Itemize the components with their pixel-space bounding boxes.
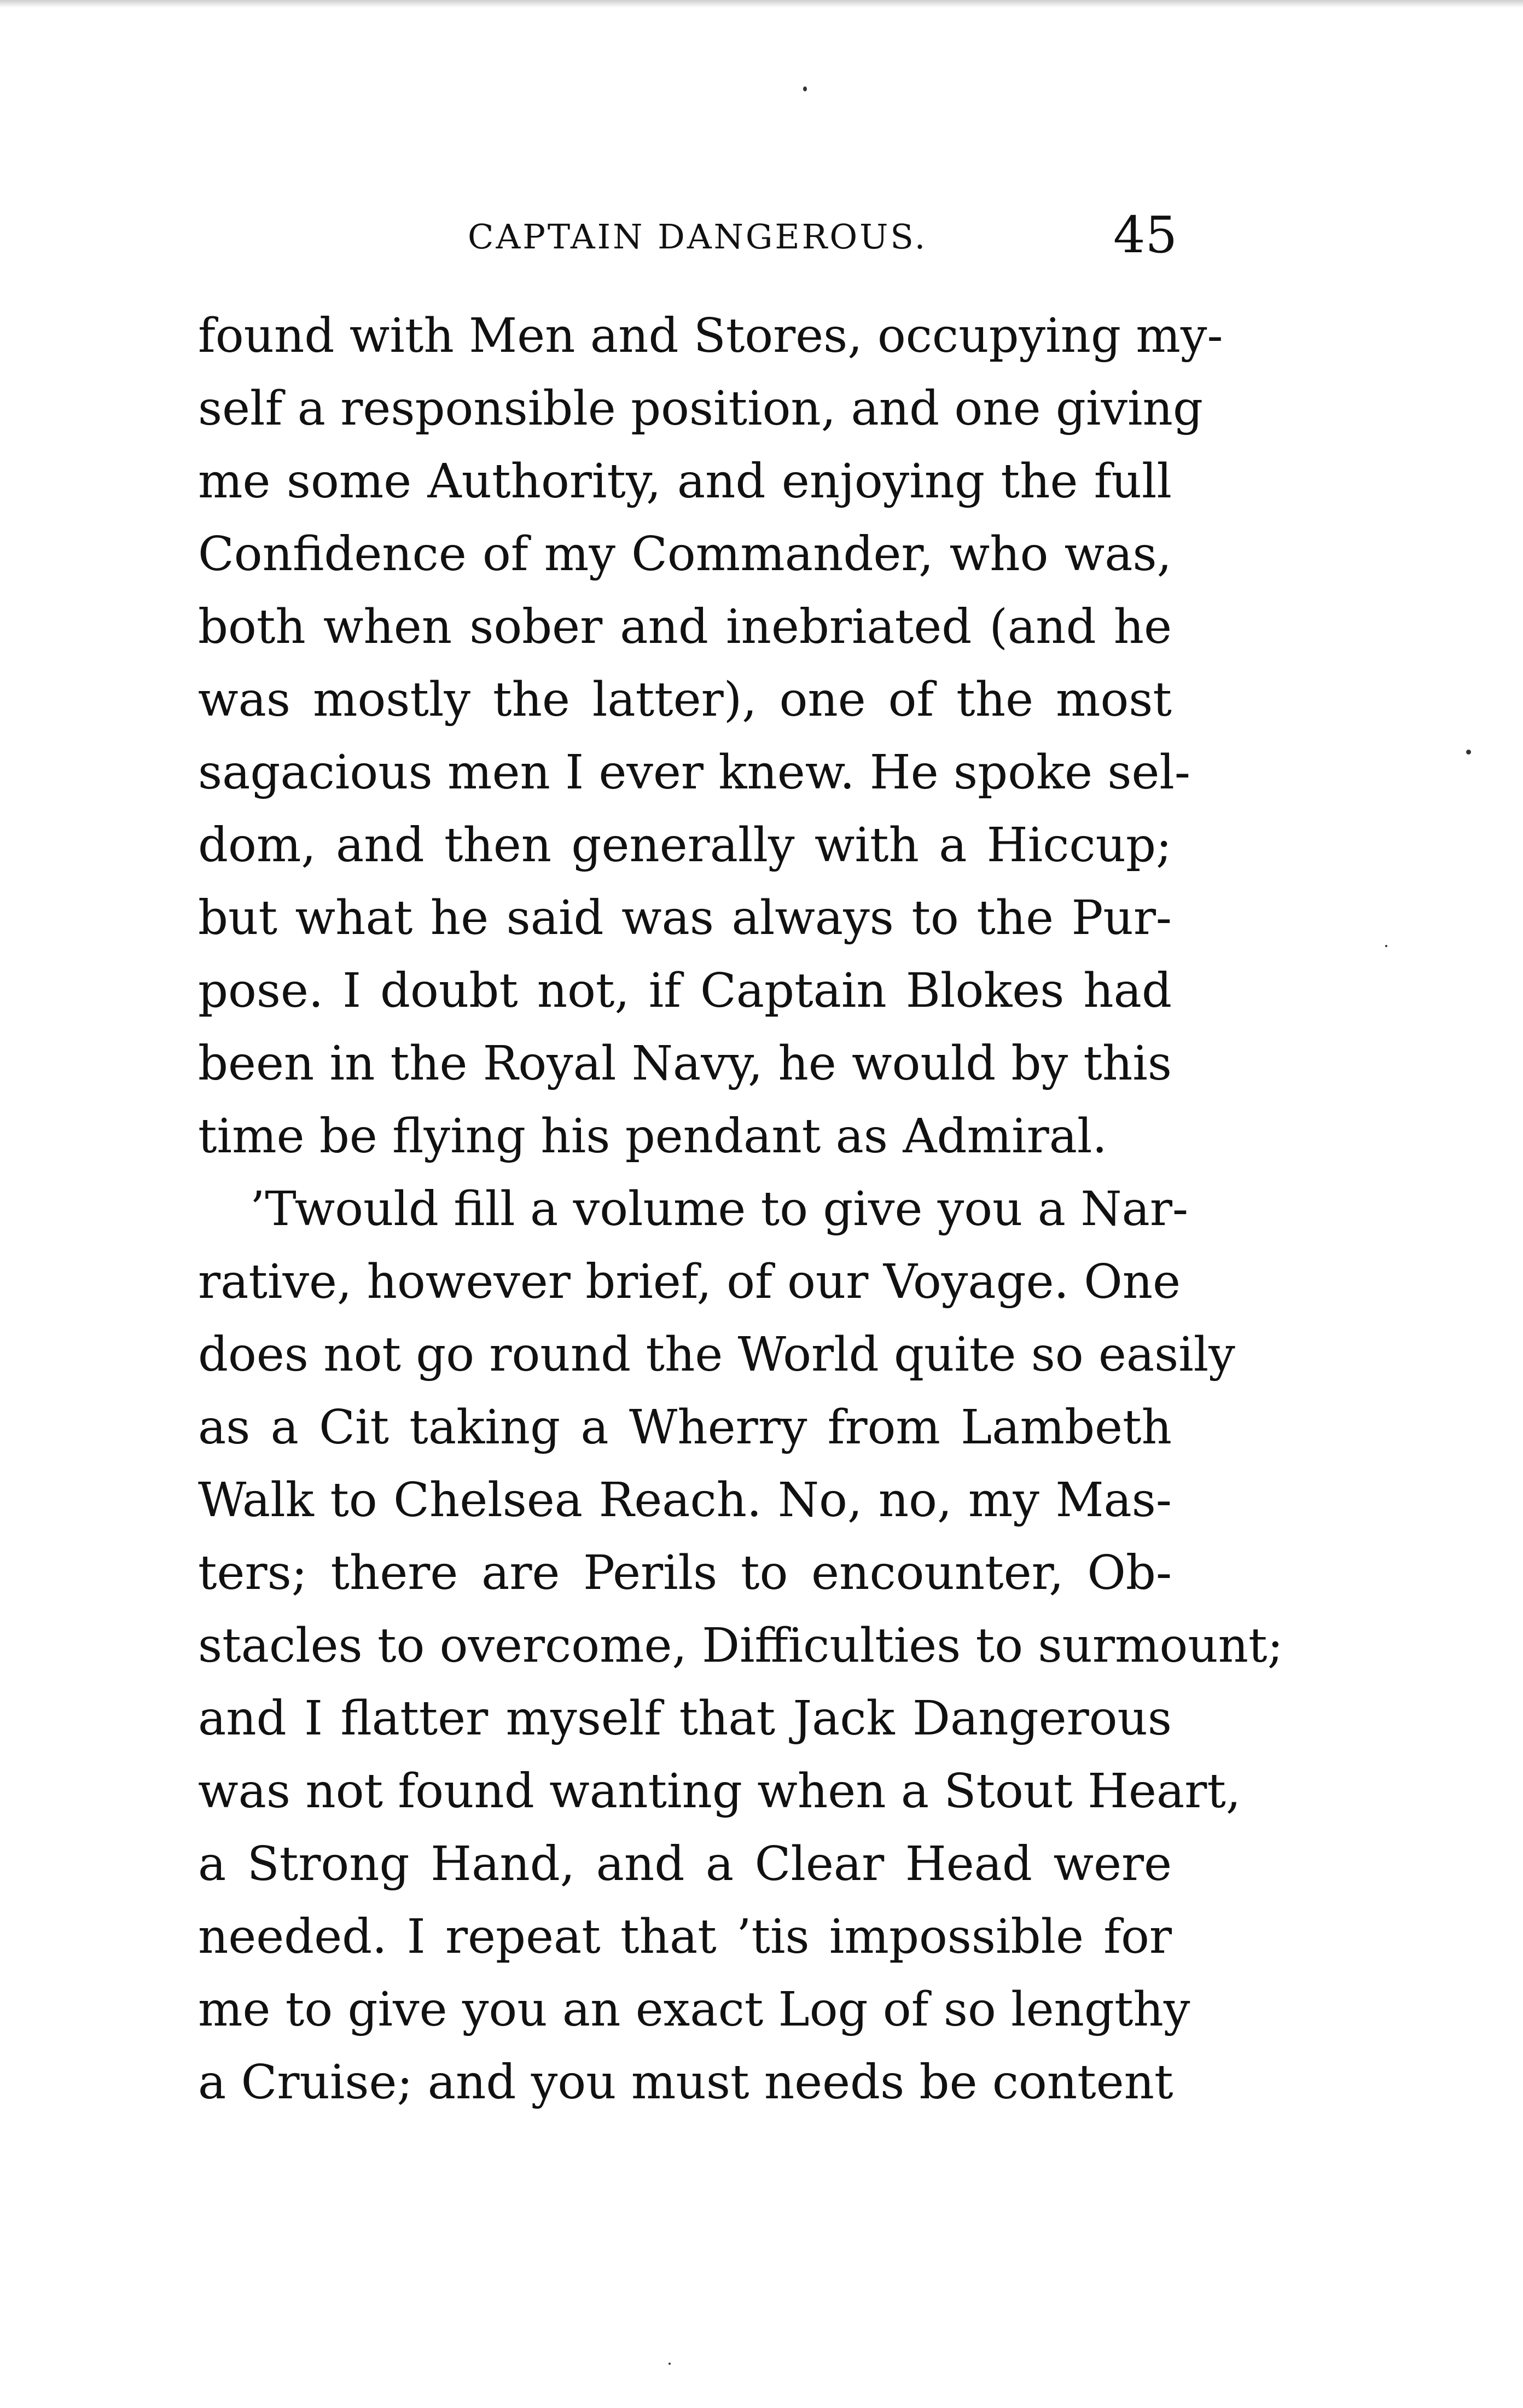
text-line: ters; there are Perils to encounter, Ob- [198, 1546, 1172, 1600]
text-line: was mostly the latter), one of the most [198, 672, 1172, 727]
text-line: a Cruise; and you must needs be content [198, 2055, 1173, 2110]
ink-speck [803, 86, 807, 91]
running-head [0, 208, 1523, 263]
text-line: been in the Royal Navy, he would by this [198, 1036, 1172, 1091]
text-line: dom, and then generally with a Hiccup; [198, 818, 1172, 873]
ink-speck [1466, 750, 1471, 755]
text-line: ’Twould fill a volume to give you a Nar- [250, 1182, 1189, 1237]
text-line: stacles to overcome, Difficulties to surmount; [198, 1618, 1283, 1673]
text-line: rative, however brief, of our Voyage. One [198, 1255, 1181, 1309]
text-line: Confidence of my Commander, who was, [198, 527, 1172, 582]
text-line: but what he said was always to the Pur- [198, 891, 1172, 945]
text-line: was not found wanting when a Stout Heart, [198, 1764, 1241, 1819]
body-text [198, 300, 1283, 2119]
running-title: CAPTAIN DANGEROUS. [468, 217, 928, 257]
text-line: a Strong Hand, and a Clear Head were [198, 1837, 1172, 1891]
text-line: Walk to Chelsea Reach. No, no, my Mas- [198, 1473, 1172, 1528]
page-number: 45 [1113, 206, 1178, 264]
text-line: found with Men and Stores, occupying my- [198, 309, 1223, 363]
text-line: sagacious men I ever knew. He spoke sel- [198, 745, 1190, 800]
text-line: me some Authority, and enjoying the full [198, 454, 1172, 509]
ink-speck [1385, 945, 1387, 947]
scan-edge [0, 0, 1523, 8]
text-line: and I flatter myself that Jack Dangerous [198, 1691, 1172, 1746]
text-line: time be flying his pendant as Admiral. [198, 1109, 1107, 1164]
text-line: needed. I repeat that ’tis impossible for [198, 1910, 1172, 1964]
text-line: does not go round the World quite so easily [198, 1327, 1235, 1382]
ink-speck [669, 2363, 671, 2365]
text-line: self a responsible position, and one giving [198, 381, 1203, 436]
text-line: as a Cit taking a Wherry from Lambeth [198, 1400, 1172, 1455]
text-line: pose. I doubt not, if Captain Blokes had [198, 964, 1172, 1018]
text-line: me to give you an exact Log of so lengthy [198, 1982, 1190, 2037]
text-line: both when sober and inebriated (and he [198, 600, 1172, 654]
